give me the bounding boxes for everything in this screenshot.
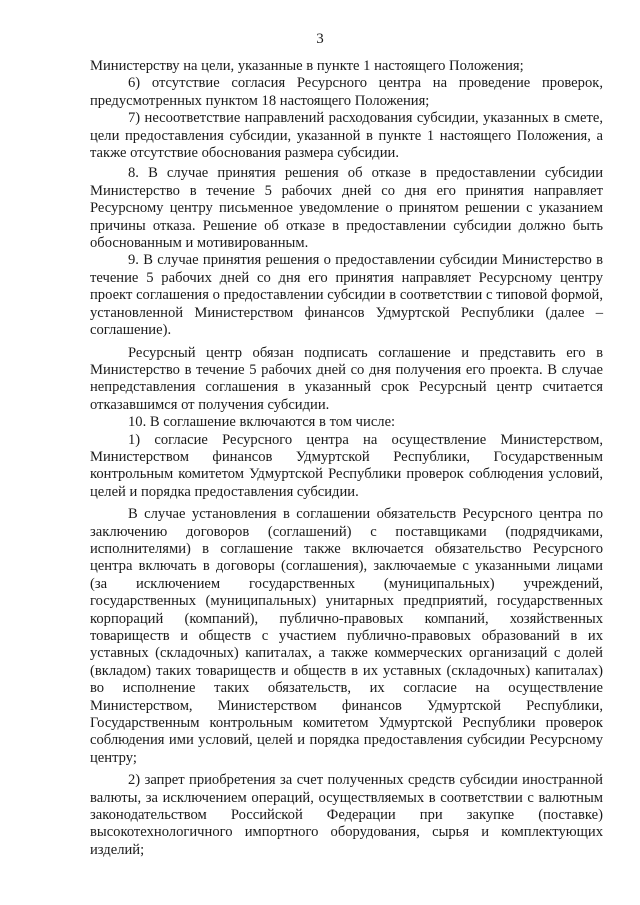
- paragraph: 1) согласие Ресурсного центра на осуществление Министерством, Министерством финансов Удмуртской Республики, Государственным контрольным комитетом Удмуртской Республики проверок соблюдения условий, целей и порядка предоставления субсидии.: [90, 431, 603, 500]
- paragraph: 7) несоответствие направлений расходования субсидии, указанных в смете, цели предоставления субсидии, указанной в пункте 1 настоящего Положения, а также отсутствие обоснования размера субсидии.: [90, 110, 603, 162]
- document-body: [90, 58, 603, 859]
- paragraph: 9. В случае принятия решения о предоставлении субсидии Министерство в течение 5 рабочих дней со дня его принятия направляет Ресурсному центру проект соглашения о предоставлении субсидии в соответствии с типовой формой, установленной Министерством финансов Удмуртской Республики (далее – соглашение).: [90, 252, 603, 339]
- paragraph: Ресурсный центр обязан подписать соглашение и представить его в Министерство в течение 5 рабочих дней со дня получения его проекта. В случае непредставления соглашения в указанный срок Ресурсный центр считается отказавшимся от получения субсидии.: [90, 344, 603, 413]
- paragraph: 8. В случае принятия решения об отказе в предоставлении субсидии Министерство в течение 5 рабочих дней со дня его принятия направляет Ресурсному центру письменное уведомление о принятом решении с указанием причины отказа. Решение об отказе в предоставлении субсидии должно быть обоснованным и мотивированным.: [90, 165, 603, 252]
- paragraph: 6) отсутствие согласия Ресурсного центра на проведение проверок, предусмотренных пунктом 18 настоящего Положения;: [90, 75, 603, 109]
- paragraph: 10. В соглашение включаются в том числе:: [128, 414, 396, 431]
- paragraph: В случае установления в соглашении обязательств Ресурсного центра по заключению договоров (соглашений) с поставщиками (подрядчиками, исполнителями) в соглашение также включается обязательство Ресурсного центра включать в договоры (соглашения), заключаемые с указанными лицами (за исключением государственных (муниципальных) учреждений, государственных (муниципальных) унитарных предприятий, государственных корпораций (компаний), публично-правовых компаний, хозяйственных товариществ и обществ с участием публично-правовых образований в их уставных (складочных) капиталах, а также коммерческих организаций с долей (вкладом) таких товариществ и обществ в их уставных (складочных) капиталах) во исполнение таких обязательств, их согласие на осуществление Министерством, Министерством финансов Удмуртской Республики, Государственным контрольным комитетом Удмуртской Республики проверок соблюдения ими условий, целей и порядка предоставления субсидии Ресурсному центру;: [90, 506, 603, 766]
- page-number: 3: [316, 31, 324, 47]
- paragraph: 2) запрет приобретения за счет полученных средств субсидии иностранной валюты, за исключением операций, осуществляемых в соответствии с валютным законодательством Российской Федерации при закупке (поставке) высокотехнологичного импортного оборудования, сырья и комплектующих изделий;: [90, 772, 603, 858]
- paragraph: Министерству на цели, указанные в пункте 1 настоящего Положения;: [90, 58, 524, 74]
